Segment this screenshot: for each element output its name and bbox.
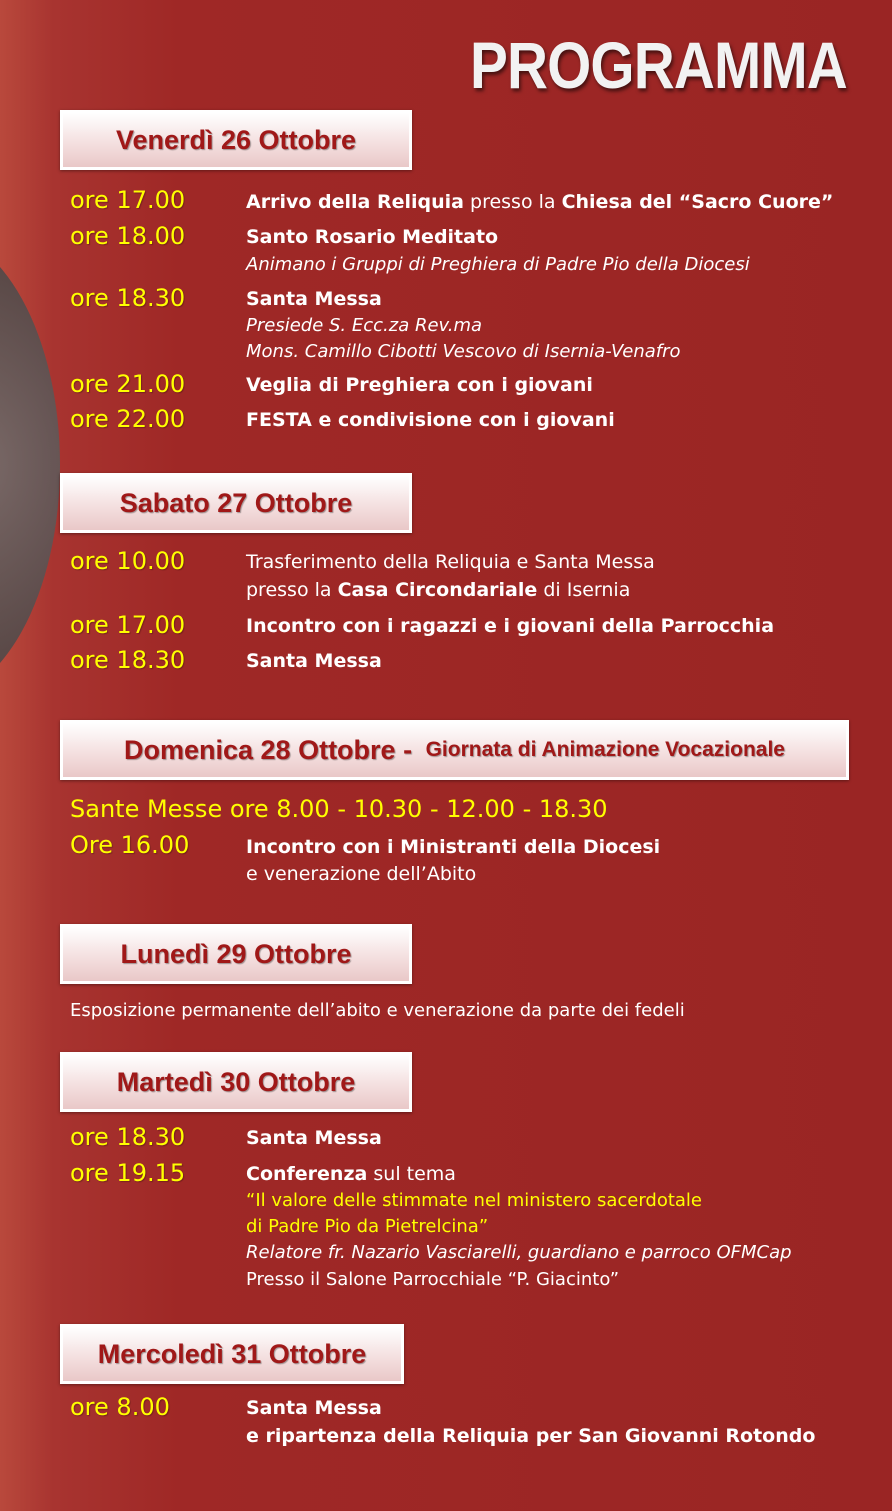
event-line: Incontro con i ragazzi e i giovani della Parrocchia <box>246 615 775 637</box>
day-header-mercoledi: Mercoledì 31 Ottobre <box>60 1324 404 1384</box>
page-title: PROGRAMMA <box>470 28 847 102</box>
conference-title: di Padre Pio da Pietrelcina” <box>246 1216 489 1237</box>
time-label: ore 22.00 <box>70 405 186 433</box>
event-line: Santo Rosario Meditato <box>246 226 499 248</box>
time-label: ore 18.30 <box>70 646 186 674</box>
time-label: Ore 16.00 <box>70 831 190 859</box>
day-header-martedi: Martedì 30 Ottobre <box>60 1052 412 1112</box>
time-label: ore 17.00 <box>70 611 186 639</box>
event-note: e venerazione dell’Abito <box>246 863 477 885</box>
event-line: Conferenza sul tema <box>246 1163 456 1185</box>
day-header-domenica: Domenica 28 Ottobre - Giornata di Animazione Vocazionale <box>60 720 849 780</box>
event-note: Presso il Salone Parrocchiale “P. Giacinto” <box>246 1269 620 1290</box>
time-label: ore 18.30 <box>70 1123 186 1151</box>
conference-title: “Il valore delle stimmate nel ministero sacerdotale <box>246 1190 703 1211</box>
event-note: Animano i Gruppi di Preghiera di Padre Pio della Diocesi <box>246 254 750 275</box>
event-line: FESTA e condivisione con i giovani <box>246 409 615 431</box>
time-label: ore 18.30 <box>70 284 186 312</box>
day-header-lunedi: Lunedì 29 Ottobre <box>60 924 412 984</box>
relic-image-fragment <box>0 230 60 700</box>
event-line: e ripartenza della Reliquia per San Giovanni Rotondo <box>246 1425 816 1447</box>
event-line: Incontro con i Ministranti della Diocesi <box>246 836 661 858</box>
event-line: Santa Messa <box>246 650 382 672</box>
event-line: Trasferimento della Reliquia e Santa Messa <box>246 551 655 573</box>
event-note: Relatore fr. Nazario Vasciarelli, guardiano e parroco OFMCap <box>246 1242 792 1263</box>
time-label: ore 18.00 <box>70 222 186 250</box>
event-line: presso la Casa Circondariale di Isernia <box>246 579 631 601</box>
event-line: Santa Messa <box>246 288 382 310</box>
event-note: Presiede S. Ecc.za Rev.ma <box>246 315 483 336</box>
time-label: ore 8.00 <box>70 1393 170 1421</box>
time-label: ore 10.00 <box>70 547 186 575</box>
exhibition-note: Esposizione permanente dell’abito e venerazione da parte dei fedeli <box>70 1000 685 1021</box>
event-line: Veglia di Preghiera con i giovani <box>246 374 593 396</box>
event-line: Arrivo della Reliquia presso la Chiesa del “Sacro Cuore” <box>246 191 834 213</box>
day-header-venerdi: Venerdì 26 Ottobre <box>60 110 412 170</box>
masses-times: Sante Messe ore 8.00 - 10.30 - 12.00 - 18.30 <box>70 795 608 823</box>
event-line: Santa Messa <box>246 1397 382 1419</box>
event-note: Mons. Camillo Cibotti Vescovo di Isernia-Venafro <box>246 341 681 362</box>
day-header-sabato: Sabato 27 Ottobre <box>60 473 412 533</box>
time-label: ore 19.15 <box>70 1159 186 1187</box>
time-label: ore 21.00 <box>70 370 186 398</box>
event-line: Santa Messa <box>246 1127 382 1149</box>
time-label: ore 17.00 <box>70 186 186 214</box>
